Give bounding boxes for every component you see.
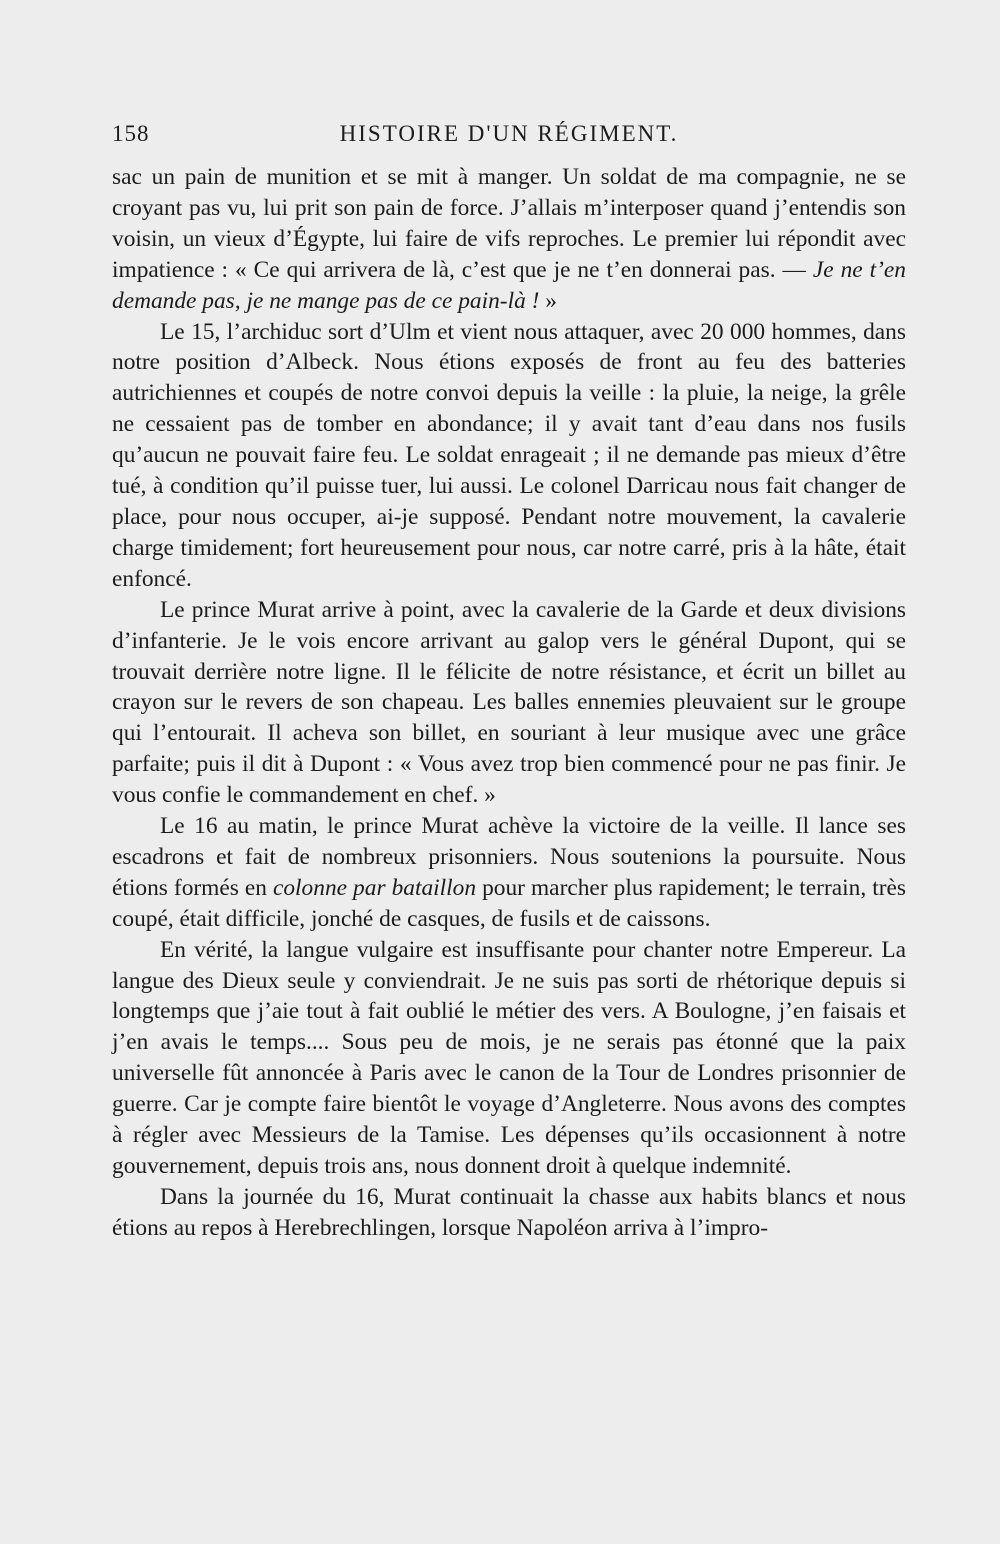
paragraph bbox=[112, 811, 906, 935]
paragraph bbox=[112, 935, 906, 1182]
text-segment: Le 16 au matin, le prince Murat achève la victoire de la veille. Il lance ses escadrons et fait de nombreux prisonniers. Nous soutenions la poursuite. Nous étions formés en bbox=[112, 813, 906, 901]
paragraph bbox=[112, 317, 906, 595]
paragraph bbox=[112, 1182, 906, 1244]
text-segment: sac un pain de munition et se mit à manger. Un soldat de ma compagnie, ne se croyant pas vu, lui prit son pain de force. J’allais m’interposer quand j’entendis son voisin, un vieux d’Égypte, lui faire de vifs reproches. Le premier lui répondit avec impatience : « Ce qui arrivera de là, c’est que je ne t’en donnerai pas. — bbox=[112, 164, 906, 283]
page-number: 158 bbox=[112, 121, 150, 146]
text-segment: Dans la journée du 16, Murat continuait la chasse aux habits blancs et nous étions au repos à Herebrechlingen, lorsque Napoléon arriva à l’impro- bbox=[112, 1183, 906, 1241]
italic-text-segment: colonne par bataillon bbox=[272, 874, 477, 901]
text-segment: » bbox=[539, 287, 557, 314]
paragraph bbox=[112, 595, 906, 811]
body-text bbox=[112, 162, 906, 1244]
paragraph bbox=[112, 162, 906, 317]
page-header bbox=[112, 121, 906, 151]
running-title: HISTOIRE D'UN RÉGIMENT. bbox=[339, 121, 679, 146]
text-segment: pour marcher plus rapidement; le terrain, très coupé, était difficile, jonché de casques, de fusils et de caissons. bbox=[112, 874, 906, 932]
italic-text-segment: Je ne t’en demande pas, je ne mange pas de ce pain-là ! bbox=[112, 256, 906, 314]
text-segment: Le prince Murat arrive à point, avec la cavalerie de la Garde et deux divisions d’infanterie. Je le vois encore arrivant au galop vers le général Dupont, qui se trouvait derrière notre ligne. Il le félicite de notre résistance, et écrit un billet au crayon sur le revers de son chapeau. Les balles ennemies pleuvaient sur le groupe qui l’entourait. Il acheva son billet, en souriant à leur musique avec une grâce parfaite; puis il dit à Dupont : « Vous avez trop bien commencé pour ne pas finir. Je vous confie le commandement en chef. » bbox=[112, 596, 906, 809]
text-segment: En vérité, la langue vulgaire est insuffisante pour chanter notre Empereur. La langue des Dieux seule y conviendrait. Je ne suis pas sorti de rhétorique depuis si longtemps que j’aie tout à fait oublié le métier des vers. A Boulogne, j’en faisais et j’en avais le temps.... Sous peu de mois, je ne serais pas étonné que la paix universelle fût annoncée à Paris avec le canon de la Tour de Londres prisonnier de guerre. Car je compte faire bientôt le voyage d’Angleterre. Nous avons des comptes à régler avec Messieurs de la Tamise. Les dépenses qu’ils occasionnent à notre gouvernement, depuis trois ans, nous donnent droit à quelque indemnité. bbox=[112, 936, 906, 1179]
text-segment: Le 15, l’archiduc sort d’Ulm et vient nous attaquer, avec 20 000 hommes, dans notre position d’Albeck. Nous étions exposés de front au feu des batteries autrichiennes et coupés de notre convoi depuis la veille : la pluie, la neige, la grêle ne cessaient pas de tomber en abondance; il y avait tant d’eau dans nos fusils qu’aucun ne pouvait faire feu. Le soldat enrageait ; il ne demande pas mieux d’être tué, à condition qu’il puisse tuer, lui aussi. Le colonel Darricau nous fait changer de place, pour nous occuper, ai-je supposé. Pendant notre mouvement, la cavalerie charge timidement; fort heureusement pour nous, car notre carré, pris à la hâte, était enfoncé. bbox=[112, 318, 906, 592]
